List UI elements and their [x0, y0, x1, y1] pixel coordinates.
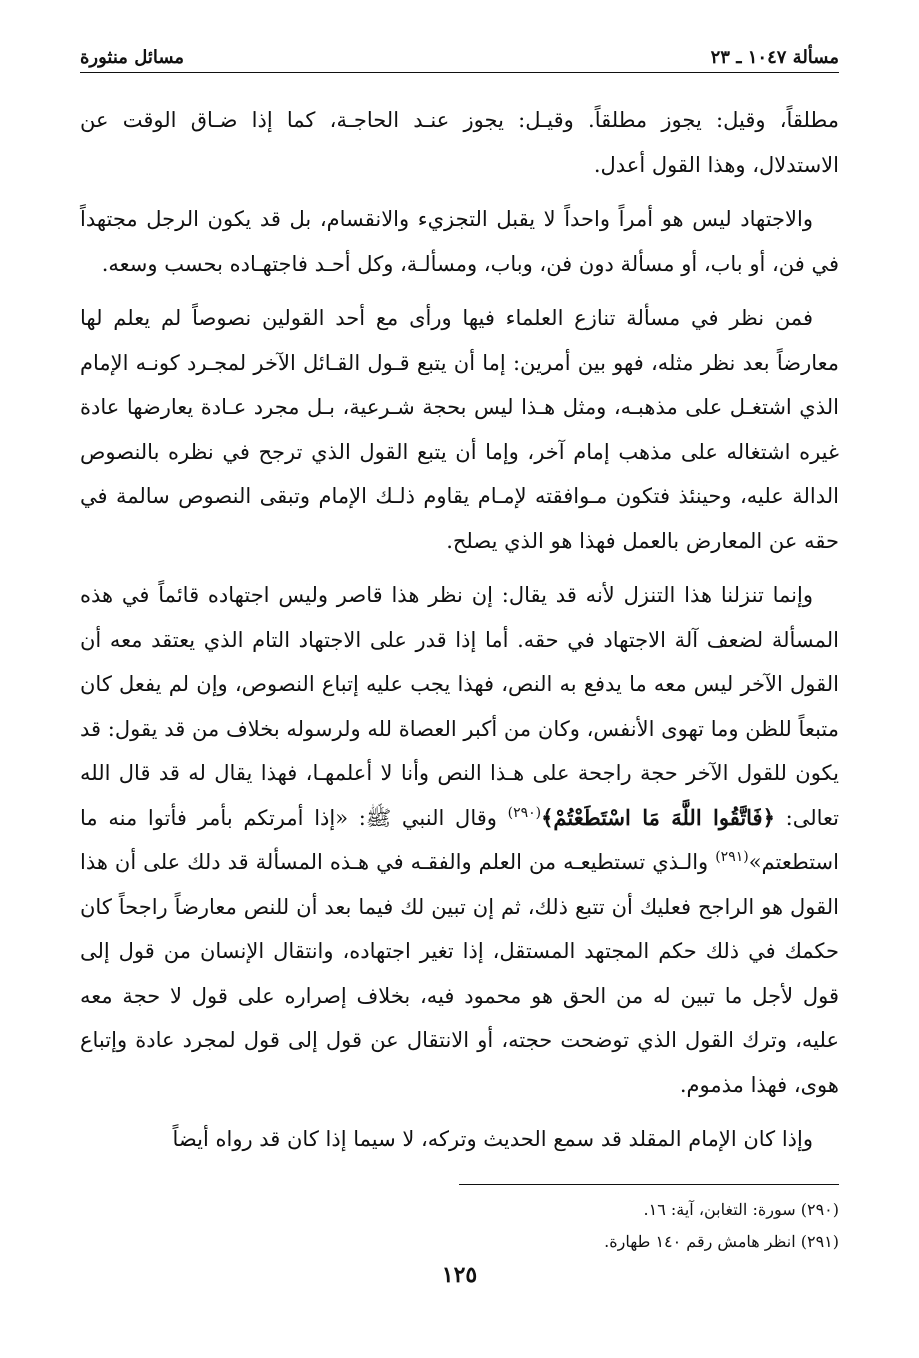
- paragraph-4-part-c: والـذي تستطيعـه من العلم والفقـه في هـذه المسألة قد دلك على أن هذا القول هو الراجح فعليك أن تتبع ذلك، ثم إن تبين لك فيما بعد أن للنص معارضاً راجحاً كان حكمك في ذلك حكم المجتهد المستقل، إذا تغير اجتهاده، وانتقال الإنسان من قول إلى قول لأجل ما تبين له من الحق هو محمود فيه، بخلاف إصراره على قول لا حجة معه عليه، وترك القول الذي توضحت حجته، أو الانتقال عن قول إلى قول لمجرد عادة وإتباع هوى، فهذا مذموم.: [80, 850, 839, 1097]
- paragraph-4-part-b: وقال النبي ﷺ: «إذا أمرتكم بأمر فأتوا منه ما استطعتم»: [80, 805, 839, 874]
- footnote-ref-291[interactable]: (٢٩١): [715, 849, 749, 865]
- running-header: [80, 38, 839, 68]
- footnote-rule: [459, 1184, 839, 1185]
- footnote-290: (٢٩٠) سورة: التغابن، آية: ١٦.: [643, 1200, 839, 1219]
- paragraph-3: فمن نظر في مسألة تنازع العلماء فيها ورأى مع أحد القولين نصوصاً لم يعلم لها معارضاً بعد نظر مثله، فهو بين أمرين: إما أن يتبع قـول القـائل الآخر لمجـرد كونـه الإمام الذي اشتغـل على مذهبـه، ومثل هـذا ليس بحجة شـرعية، بـل مجرد عـادة يعارضها عادة غيره اشتغاله على مذهب إمام آخر، وإما أن يتبع القول الذي ترجح في نظره بالنصوص الدالة عليه، وحينئذ فتكون مـوافقته لإمـام يقاوم ذلـك الإمام وتبقى النصوص سالمة في حقه عن المعارض بالعمل فهذا هو الذي يصلح.: [80, 306, 839, 553]
- issue-label: مسألة ١٠٤٧ ـ ٢٣: [710, 47, 839, 68]
- main-text: [80, 98, 839, 1172]
- paragraph-1: مطلقاً، وقيل: يجوز مطلقاً. وقيـل: يجوز عنـد الحاجـة، كما إذا ضـاق الوقت عن الاستدلال، وهذا القول أعدل.: [80, 108, 839, 177]
- section-title: مسائل منثورة: [80, 47, 185, 68]
- paragraph-4-part-a: وإنما تنزلنا هذا التنزل لأنه قد يقال: إن نظر هذا قاصر وليس اجتهاده قائماً في هذه المسألة لضعف آلة الاجتهاد في حقه. أما إذا قدر على الاجتهاد التام الذي يعتقد معه أن القول الآخر ليس معه ما يدفع به النص، فهذا يجب عليه إتباع النصوص، وإن لم يفعل كان متبعاً للظن وما تهوى الأنفس، وكان من أكبر العصاة لله ولرسوله بخلاف من قد يقول: قد يكون للقول الآخر حجة راجحة على هـذا النص وأنا لا أعلمهـا، فهذا يقال له قد قال الله تعالى:: [80, 583, 839, 830]
- page-number: ١٢٥: [441, 1262, 478, 1288]
- footnotes: [80, 1194, 839, 1258]
- paragraph-5: وإذا كان الإمام المقلد قد سمع الحديث وتركه، لا سيما إذا كان قد رواه أيضاً: [172, 1127, 813, 1151]
- footnote-291: (٢٩١) انظر هامش رقم ١٤٠ طهارة.: [604, 1232, 839, 1251]
- header-rule: [80, 72, 839, 73]
- paragraph-2: والاجتهاد ليس هو أمراً واحداً لا يقبل التجزيء والانقسام، بل قد يكون الرجل مجتهداً في فن، أو باب، أو مسألة دون فن، وباب، ومسألـة، وكل أحـد فاجتهـاده بحسب وسعه.: [80, 207, 839, 276]
- paragraph-4: [80, 573, 839, 1107]
- quran-verse: ﴿فَاتَّقُوا اللَّهَ مَا اسْتَطَعْتُمْ﴾: [541, 804, 775, 830]
- footnote-ref-290[interactable]: (٢٩٠): [507, 804, 542, 821]
